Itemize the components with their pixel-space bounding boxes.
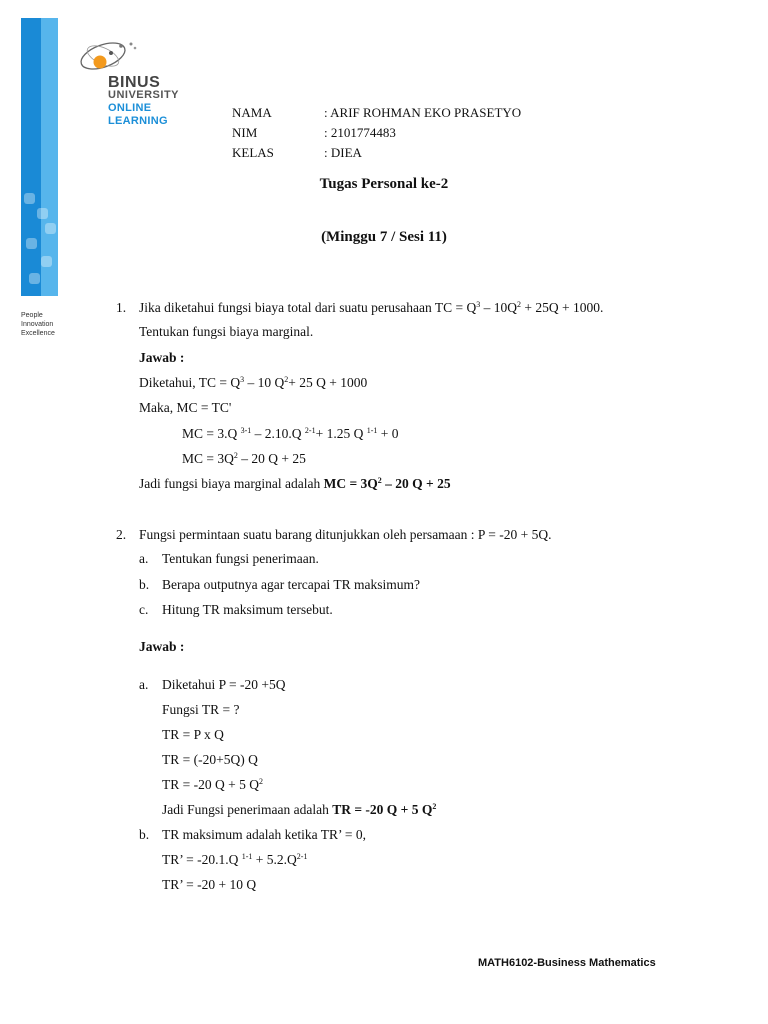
q2-number: 2.: [116, 527, 127, 542]
q2-b-line1: TR maksimum adalah ketika TR’ = 0,: [162, 827, 366, 842]
binus-logo: [76, 36, 191, 136]
q2-a-line5: TR = -20 Q + 5 $Q^2$: [162, 777, 263, 792]
q2-part-b-text: Berapa outputnya agar tercapai TR maksimum?: [162, 577, 421, 592]
q2-part-a-letter: a.: [139, 551, 149, 566]
nim-label: NIM: [232, 125, 258, 140]
q1-conclusion: Jadi fungsi biaya marginal adalah MC = $3Q^2 - 20$ Q + 25: [139, 476, 451, 491]
q2-b-line2: TR’ = -20.1.Q $^{1-1} + 5.2.Q^{2-1}$: [162, 852, 308, 867]
q1-step1: MC = 3.Q $^{3-1}$ – 2.10.Q $^{2-1}$+ 1.25 Q $^{1-1}$ + 0: [182, 426, 399, 441]
q2-a-line4: TR = (-20+5Q) Q: [162, 752, 258, 767]
logo-online: ONLINE: [108, 102, 152, 114]
logo-binus: BINUS: [108, 74, 161, 91]
tagline: People Innovation Excellence: [21, 312, 55, 337]
q2-b-letter: b.: [139, 827, 150, 842]
q1-number: 1.: [116, 300, 127, 315]
q2-question: Fungsi permintaan suatu barang ditunjukkan oleh persamaan : P = -20 + 5Q.: [139, 527, 552, 542]
q1-known: Diketahui, TC = $Q^3 - 10$ $Q^2+ 25$ Q + 1000: [139, 375, 368, 390]
q2-part-c-text: Hitung TR maksimum tersebut.: [162, 602, 333, 617]
kelas-value: : DIEA: [324, 145, 362, 160]
q1-question-line2: Tentukan fungsi biaya marginal.: [139, 324, 314, 339]
q1-answer-label: Jawab :: [139, 350, 185, 365]
q2-part-a-text: Tentukan fungsi penerimaan.: [162, 551, 319, 566]
document-title: Tugas Personal ke-2: [319, 176, 449, 192]
q1-question-line1: Jika diketahui fungsi biaya total dari suatu perusahaan TC = $Q^3 - 10Q^2 + 25Q + 1000$.: [139, 300, 604, 315]
nama-label: NAMA: [232, 105, 272, 120]
q2-a-line2: Fungsi TR = ?: [162, 702, 240, 717]
q2-a-conclusion: Jadi Fungsi penerimaan adalah TR = -20 Q + 5 $Q^2$: [162, 802, 437, 817]
q1-maka: Maka, MC = TC': [139, 400, 232, 415]
q2-part-c-letter: c.: [139, 602, 149, 617]
q2-a-line3: TR = P x Q: [162, 727, 224, 742]
logo-university: UNIVERSITY: [108, 89, 180, 101]
q2-answer-label: Jawab :: [139, 639, 185, 654]
nama-value: : ARIF ROHMAN EKO PRASETYO: [324, 105, 522, 120]
kelas-label: KELAS: [232, 145, 274, 160]
nim-value: : 2101774483: [324, 125, 396, 140]
q1-step2: MC = $3Q^2 - 20$ Q + 25: [182, 451, 306, 466]
document-subtitle: (Minggu 7 / Sesi 11): [321, 229, 447, 245]
q2-b-line3: TR’ = -20 + 10 Q: [162, 877, 257, 892]
q2-part-b-letter: b.: [139, 577, 150, 592]
footer-course: MATH6102-Business Mathematics: [478, 957, 656, 969]
logo-learning: LEARNING: [108, 115, 168, 127]
sidebar-decoration: [21, 18, 58, 296]
q2-a-letter: a.: [139, 677, 149, 692]
q2-a-line1: Diketahui P = -20 +5Q: [162, 677, 286, 692]
